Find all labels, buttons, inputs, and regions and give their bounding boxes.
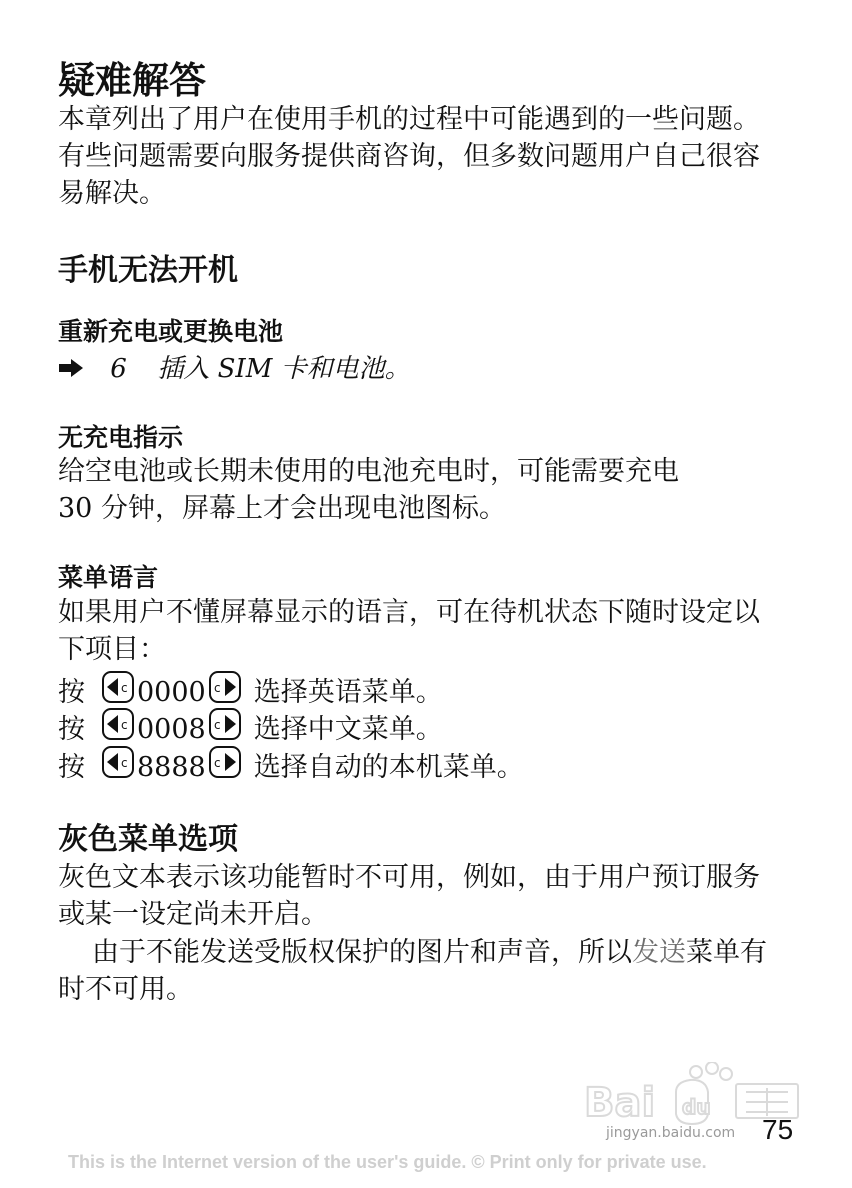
gray-menu-text-2-before: 由于不能发送受版权保护的图片和声音，所以 — [92, 937, 632, 968]
no-charge-text-line-1: 给空电池或长期未使用的电池充电时，可能需要充电 — [58, 456, 679, 487]
section-heading-gray-menu: 灰色菜单选项 — [58, 822, 238, 857]
section-heading-menu-language: 菜单语言 — [58, 563, 159, 592]
svg-text:c: c — [121, 681, 128, 695]
press-label: 按 — [58, 676, 85, 708]
reference-page-number: 6 — [110, 354, 127, 384]
footer-notice: This is the Internet version of the user's guide. © Print only for private use. — [68, 1152, 707, 1172]
page-reference — [58, 351, 411, 388]
watermark-url: jingyan.baidu.com — [606, 1125, 736, 1141]
gray-menu-text-1: 灰色文本表示该功能暂时不可用，例如，由于用户预订服务或某一设定尚未开启。 — [58, 862, 760, 930]
page-number: 75 — [762, 1114, 794, 1145]
svg-text:c: c — [213, 681, 221, 695]
press-label: 按 — [58, 751, 85, 783]
no-charge-text-line-2: 30 分钟，屏幕上才会出现电池图标。 — [58, 493, 506, 524]
section-heading-no-charge-indicator: 无充电指示 — [58, 423, 184, 452]
svg-text:c: c — [121, 718, 128, 732]
svg-text:c: c — [213, 718, 221, 732]
left-navigation-key-icon — [101, 745, 135, 789]
intro-paragraph: 本章列出了用户在使用手机的过程中可能遇到的一些问题。有些问题需要向服务提供商咨询，但多数问题用户自己很容易解决。 — [58, 104, 760, 209]
key-action: 选择中文菜单。 — [253, 713, 443, 745]
send-menu-name: 发送 — [632, 937, 686, 968]
key-action: 选择自动的本机菜单。 — [253, 751, 524, 783]
key-code: 0000 — [137, 676, 206, 708]
key-code: 0008 — [137, 713, 206, 745]
gray-menu-text-2-after: 菜单有时不可用。 — [58, 937, 767, 1005]
press-label: 按 — [58, 713, 85, 745]
key-action: 选择英语菜单。 — [253, 676, 443, 708]
svg-text:Bai: Bai — [584, 1080, 656, 1126]
reference-text: 插入 SIM 卡和电池。 — [157, 354, 411, 384]
page-title: 疑难解答 — [58, 59, 206, 102]
section-heading-cannot-power-on: 手机无法开机 — [58, 253, 238, 288]
language-row-automatic — [58, 745, 524, 789]
key-code: 8888 — [137, 751, 206, 783]
svg-text:c: c — [121, 756, 128, 770]
right-navigation-key-icon — [208, 745, 242, 789]
svg-text:c: c — [213, 756, 221, 770]
svg-text:du: du — [682, 1095, 711, 1119]
menu-language-text: 如果用户不懂屏幕显示的语言，可在待机状态下随时设定以下项目： — [58, 597, 760, 665]
gray-menu-text-2 — [58, 934, 783, 1008]
subheading-recharge-battery: 重新充电或更换电池 — [58, 317, 284, 346]
right-arrow-icon — [58, 352, 84, 388]
